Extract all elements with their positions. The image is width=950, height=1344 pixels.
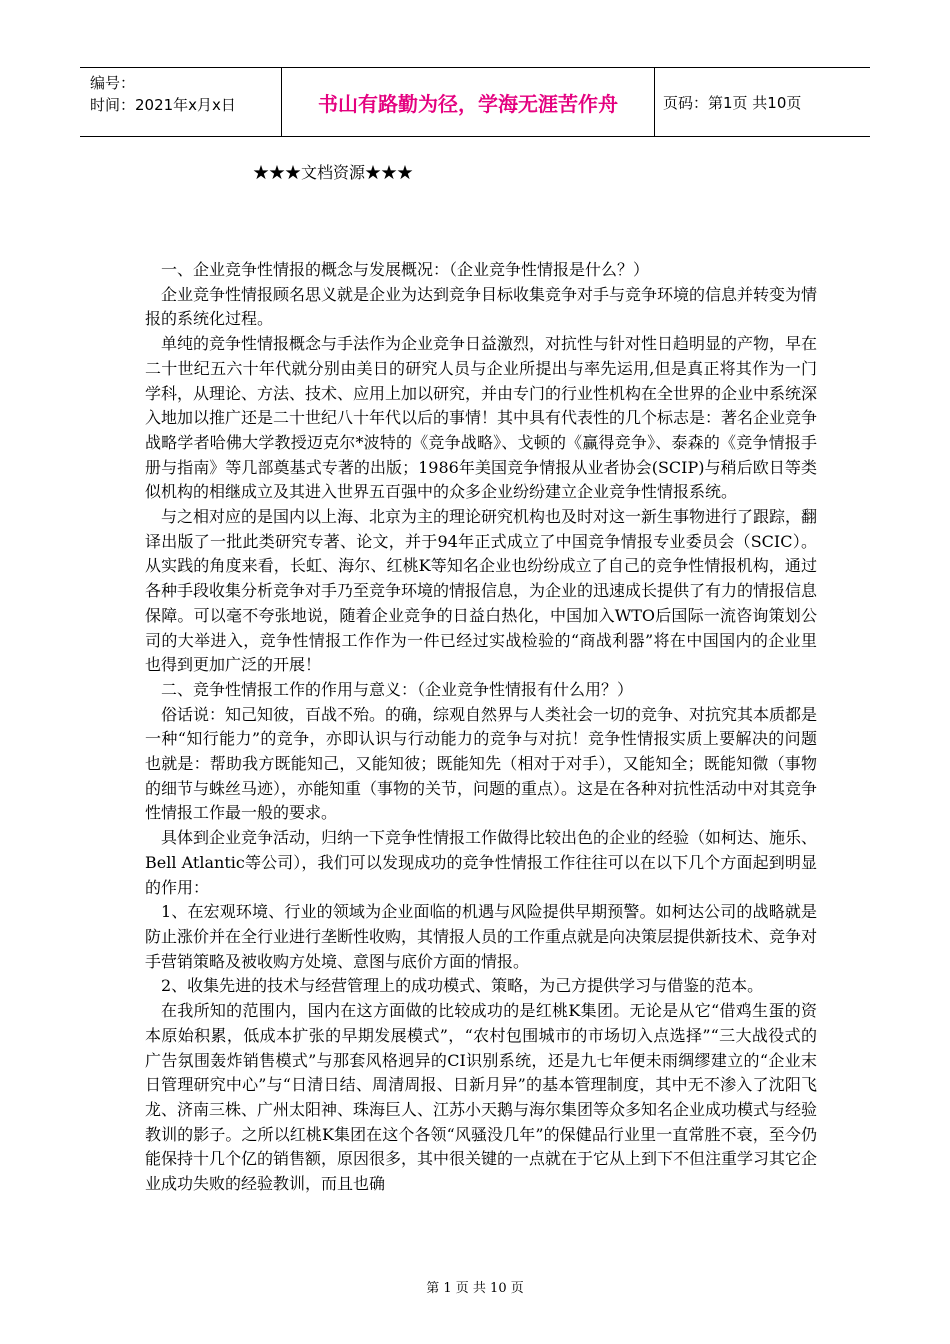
number-label: 编号： xyxy=(90,74,136,92)
list-item: 1、在宏观环境、行业的领域为企业面临的机遇与风险提供早期预警。如柯达公司的战略就是防止涨价并在全行业进行垄断性收购，其情报人员的工作重点就是向决策层提供新技术、竞争对手营销策略及被收购方处境、意图与底价方面的情报。 xyxy=(145,902,818,971)
document-body xyxy=(145,258,817,1197)
header-page-info: 页码：第1页 共10页 xyxy=(663,93,802,112)
section-heading-1: 一、企业竞争性情报的概念与发展概况：（企业竞争性情报是什么？） xyxy=(161,260,650,279)
list-item: 2、收集先进的技术与经营管理上的成功模式、策略，为己方提供学习与借鉴的范本。 xyxy=(161,976,764,996)
paragraph: 俗话说：知己知彼，百战不殆。的确，综观自然界与人类社会一切的竞争、对抗究其本质都是一种“知行能力”的竞争，亦即认识与行动能力的竞争与对抗！竞争性情报实质上要解决的问题也就是：帮助我方既能知己，又能知彼；既能知先（相对于对手），又能知全；既能知微（事物的细节与蛛丝马迹），亦能知重（事物的关节，问题的重点）。这是在各种对抗性活动中对其竞争性情报工作最一般的要求。 xyxy=(145,704,818,823)
page-footer: 第 1 页 共 10 页 xyxy=(426,1281,524,1296)
paragraph: 与之相对应的是国内以上海、北京为主的理论研究机构也及时对这一新生事物进行了跟踪，翻译出版了一批此类研究专著、论文，并于94年正式成立了中国竞争情报专业委员会（SCIC）。从实践的角度来看，长虹、海尔、红桃K等知名企业也纷纷成立了自己的竞争性情报机构，通过各种手段收集分析竞争对手乃至竞争环境的情报信息，为企业的迅速成长提供了有力的情报信息保障。可以毫不夸张地说，随着企业竞争的日益白热化，中国加入WTO后国际一流咨询策划公司的大举进入，竞争性情报工作作为一件已经过实战检验的“商战利器”将在中国国内的企业里也得到更加广泛的开展！ xyxy=(145,507,818,675)
header-meta xyxy=(80,68,282,136)
section-heading-2: 二、竞争性情报工作的作用与意义：（企业竞争性情报有什么用？） xyxy=(161,679,634,699)
header-motto: 书山有路勤为径，学海无涯苦作舟 xyxy=(282,68,655,136)
time-label: 时间：2021年x月x日 xyxy=(90,96,236,114)
header-table xyxy=(80,67,870,137)
paragraph: 企业竞争性情报顾名思义就是企业为达到竞争目标收集竞争对手与竞争环境的信息并转变为情报的系统化过程。 xyxy=(145,284,818,329)
paragraph: 在我所知的范围内，国内在这方面做的比较成功的是红桃K集团。无论是从它“借鸡生蛋的资本原始积累，低成本扩张的早期发展模式”，“农村包围城市的市场切入点选择”“三大战役式的广告氛围轰炸销售模式”与那套风格迥异的CI识别系统，还是九七年便未雨绸缪建立的“企业末日管理研究中心”与“日清日结、周清周报、日新月异”的基本管理制度，其中无不渗入了沈阳飞龙、济南三株、广州太阳神、珠海巨人、江苏小天鹅与海尔集团等众多知名企业成功模式与经验教训的影子。之所以红桃K集团在这个各领“风骚没几年”的保健品行业里一直常胜不衰，至今仍能保持十几个亿的销售额，原因很多，其中很关键的一点就在于它从上到下不但注重学习其它企业成功失败的经验教训，而且也确 xyxy=(145,1001,818,1194)
document-banner: ★★★文档资源★★★ xyxy=(253,163,414,182)
paragraph: 具体到企业竞争活动，归纳一下竞争性情报工作做得比较出色的企业的经验（如柯达、施乐、 Bell Atlantic等公司），我们可以发现成功的竞争性情报工作往往可以在以下几个方面起到明显的作用： xyxy=(145,828,818,897)
paragraph: 单纯的竞争性情报概念与手法作为企业竞争日益激烈，对抗性与针对性日趋明显的产物，早在二十世纪五六十年代就分别由美日的研究人员与企业所提出与率先运用,但是真正将其作为一门学科，从理论、方法、技术、应用上加以研究，并由专门的行业性机构在全世界的企业中系统深入地加以推广还是二十世纪八十年代以后的事情！其中具有代表性的几个标志是：著名企业竞争战略学者哈佛大学教授迈克尔*波特的《竞争战略》、戈顿的《赢得竞争》、泰森的《竞争情报手册与指南》等几部奠基式专著的出版；1986年美国竞争情报从业者协会(SCIP)与稍后欧日等类似机构的相继成立及其进入世界五百强中的众多企业纷纷建立企业竞争性情报系统。 xyxy=(145,334,818,502)
